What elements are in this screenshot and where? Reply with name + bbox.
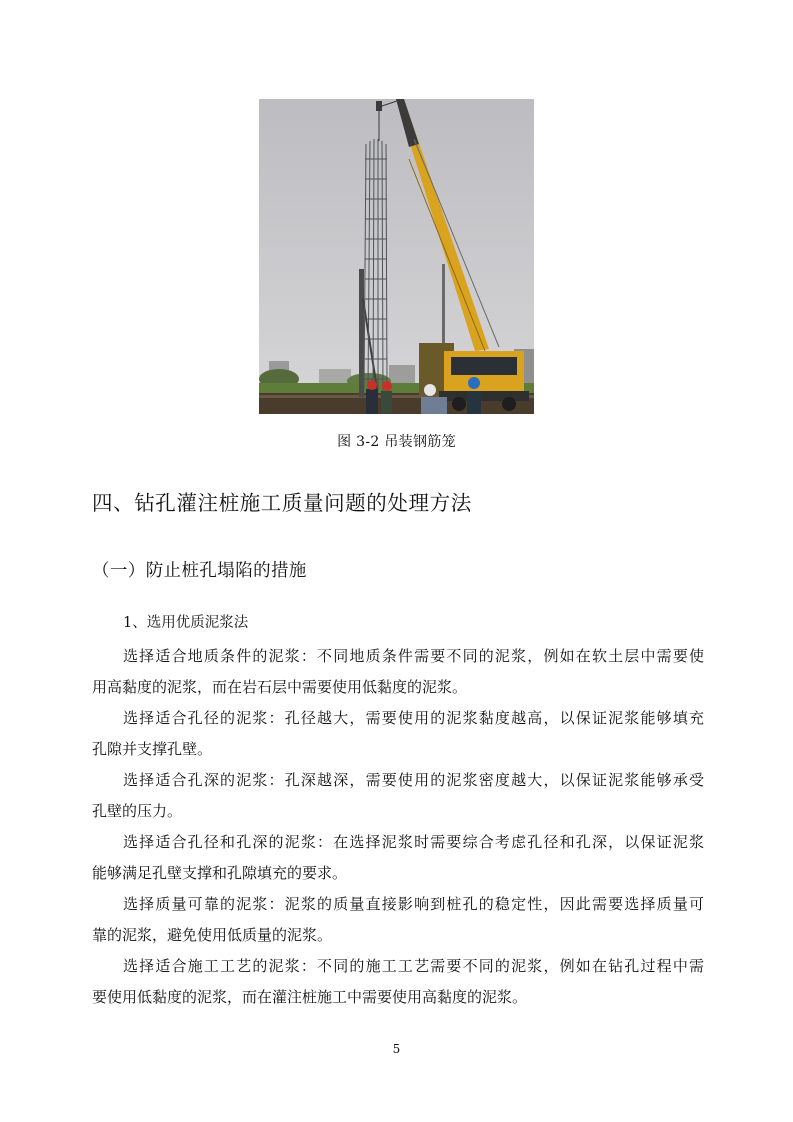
paragraph-line: 用高黏度的泥浆，而在岩石层中需要使用低黏度的泥浆。 [92, 678, 468, 696]
paragraph-line: 选择适合孔径和孔深的泥浆：在选择泥浆时需要综合考虑孔径和孔深，以保证泥浆 [123, 833, 704, 851]
paragraph-line: 孔隙并支撑孔壁。 [92, 740, 213, 758]
paragraph [92, 827, 704, 889]
paragraph-line: 要使用低黏度的泥浆，而在灌注桩施工中需要使用高黏度的泥浆。 [92, 988, 528, 1006]
paragraph-line: 选择适合施工工艺的泥浆：不同的施工工艺需要不同的泥浆，例如在钻孔过程中需 [123, 957, 704, 975]
paragraph-line: 选择质量可靠的泥浆：泥浆的质量直接影响到桩孔的稳定性，因此需要选择质量可 [123, 895, 704, 913]
figure-caption: 图 3-2 吊装钢筋笼 [337, 434, 456, 450]
paragraph [92, 641, 704, 703]
section-heading: 四、钻孔灌注桩施工质量问题的处理方法 [92, 491, 472, 515]
crane-support [442, 264, 445, 356]
paragraph-line: 选择适合孔深的泥浆：孔深越深，需要使用的泥浆密度越大，以保证泥浆能够承受 [123, 771, 704, 789]
page-number: 5 [392, 1042, 401, 1056]
item-heading: 1、选用优质泥浆法 [123, 615, 249, 631]
paragraph-line: 孔壁的压力。 [92, 802, 183, 820]
paragraph [92, 703, 704, 765]
paragraph [92, 765, 704, 827]
figure-photo [259, 99, 534, 414]
paragraph-line: 选择适合地质条件的泥浆：不同地质条件需要不同的泥浆，例如在软土层中需要使 [123, 647, 704, 665]
subsection-heading: （一）防止桩孔塌陷的措施 [92, 561, 307, 581]
paragraph [92, 951, 704, 1013]
crane-lifting-steel-cage-photo [259, 99, 534, 414]
paragraph-line: 选择适合孔径的泥浆：孔径越大，需要使用的泥浆黏度越高，以保证泥浆能够填充 [123, 709, 704, 727]
paragraph-line: 能够满足孔壁支撑和孔隙填充的要求。 [92, 864, 348, 882]
paragraph-line: 靠的泥浆，避免使用低质量的泥浆。 [92, 926, 333, 944]
paragraph [92, 889, 704, 951]
